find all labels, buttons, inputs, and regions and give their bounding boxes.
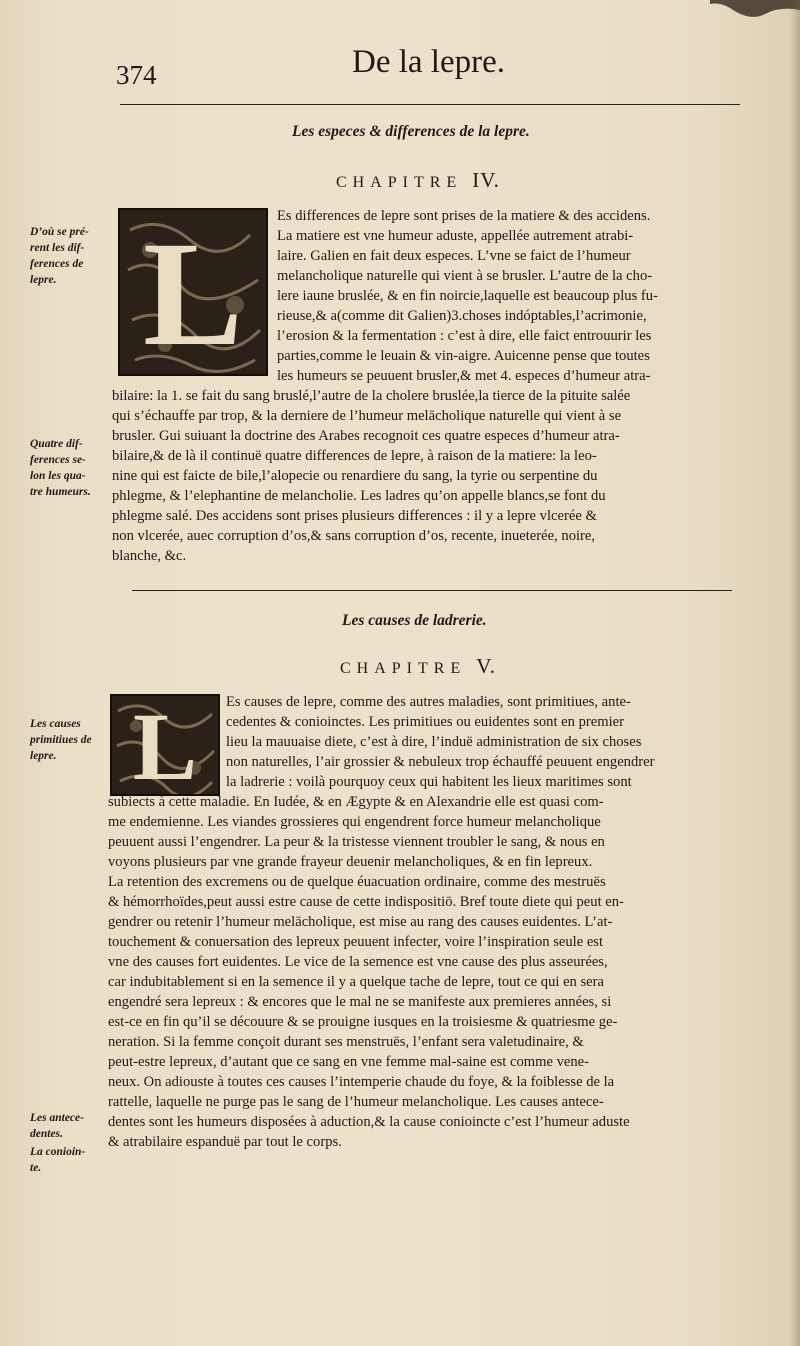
margin-note-causes-primitiues xyxy=(30,716,92,764)
body-text-chapter-iv-indent xyxy=(277,206,658,386)
margin-line: primitiues de xyxy=(30,734,92,746)
text-line: gendrer ou retenir l’humeur melācholique, est mise au rang des causes euidentes. L’at- xyxy=(108,914,613,930)
text-line: neux. On adiouste à toutes ces causes l’intemperie chaude du foye, & la foiblesse de la xyxy=(108,1074,615,1090)
text-line: Es differences de lepre sont prises de la matiere & des accidens. xyxy=(277,208,651,224)
margin-line: rent les dif- xyxy=(30,242,85,254)
text-line: est-ce en fin qu’il se découure & se prouigne iusques en la troisiesme & quatriesme ge- xyxy=(108,1014,618,1030)
text-line: dentes sont les humeurs disposées à aduction,& la cause conioincte c’est l’humeur aduste xyxy=(108,1114,630,1130)
text-line: phlegme salé. Des accidens sont prises plusieurs differences : il y a lepre vlcerée & xyxy=(112,508,597,524)
body-text-chapter-v xyxy=(108,792,630,1152)
margin-line: Les antece- xyxy=(30,1112,84,1124)
text-line: car indubitablement si en la semence il y a quelque tache de lepre, tout ce qui en sera xyxy=(108,974,604,990)
text-line: phlegme, & l’elephantine de melancholie. Les ladres qu’on appelle blancs,se font du xyxy=(112,488,606,504)
text-line: blanche, &c. xyxy=(112,548,187,564)
text-line: vne des causes fort euidentes. Le vice de la semence est vne cause des plus asseurées, xyxy=(108,954,608,970)
section-divider-rule xyxy=(132,590,732,591)
page-edge-shadow xyxy=(790,0,800,1346)
text-line: non vlcerée, auec corruption d’os,& sans corruption d’os, recente, inueterée, noire, xyxy=(112,528,596,544)
text-line: lere iaune bruslée, & en fin noircie,laquelle est beaucoup plus fu- xyxy=(277,288,658,304)
text-line: engendré sera lepreux : & encores que le mal ne se manifeste aux premieres années, si xyxy=(108,994,612,1010)
header-rule xyxy=(120,104,740,105)
margin-line: tre humeurs. xyxy=(30,486,91,498)
chapter-number: V. xyxy=(476,654,496,678)
chapter-label: CHAPITRE xyxy=(340,660,467,677)
body-text-chapter-v-indent xyxy=(226,692,654,792)
text-line: & atrabilaire espanduë par tout le corps. xyxy=(108,1134,342,1150)
text-line: me endemienne. Les viandes grossieres qui engendrent force humeur melancholique xyxy=(108,814,601,830)
body-text-chapter-iv xyxy=(112,386,630,566)
text-line: rieuse,& a(comme dit Galien)3.choses indóptables,l’acrimonie, xyxy=(277,308,647,324)
decorated-initial-l xyxy=(118,208,268,376)
text-line: la ladrerie : voilà pourquoy ceux qui habitent les lieux maritimes sont xyxy=(226,774,632,790)
text-line: brusler. Gui suiuant la doctrine des Arabes recognoit ces quatre especes d’humeur atra- xyxy=(112,428,620,444)
page-number: 374 xyxy=(116,60,157,90)
text-line: rattelle, laquelle ne purge pas le sang de l’humeur melancholique. Les causes antece- xyxy=(108,1094,604,1110)
margin-line: te. xyxy=(30,1162,42,1174)
margin-note-conioincte xyxy=(30,1144,85,1176)
section-title-especes: Les especes & differences de la lepre. xyxy=(292,123,530,140)
chapter-heading-v xyxy=(340,654,496,679)
text-line: La retention des excremens ou de quelque éuacuation ordinaire, comme des mestruës xyxy=(108,874,606,890)
chapter-label: CHAPITRE xyxy=(336,174,463,191)
margin-line: dentes. xyxy=(30,1128,63,1140)
text-line: voyons plusieurs par vne grande frayeur deuenir melancholiques, & en fin lepreux. xyxy=(108,854,593,870)
text-line: nine qui est faicte de bile,l’alopecie ou renardiere du sang, la tyrie ou serpentine du xyxy=(112,468,598,484)
margin-line: La conioin- xyxy=(30,1146,86,1158)
initial-letter: L xyxy=(132,694,198,796)
margin-line: Quatre dif- xyxy=(30,438,83,450)
margin-line: ferences de xyxy=(30,258,84,270)
running-head: De la lepre. xyxy=(352,44,505,80)
margin-line: lon les qua- xyxy=(30,470,86,482)
text-line: qui s’échauffe par trop, & la derniere de l’humeur melācholique naturelle qui vient à se xyxy=(112,408,622,424)
initial-letter: L xyxy=(142,211,244,376)
margin-note-antecedentes xyxy=(30,1110,84,1142)
page-corner-stain xyxy=(710,0,800,28)
text-line: subiects à cette maladie. En Iudée, & en Ægypte & en Alexandrie elle est quasi com- xyxy=(108,794,604,810)
text-line: lieu la mauuaise diete, c’est à dire, l’induë administration de six choses xyxy=(226,734,642,750)
text-line: les humeurs se peuuent brusler,& met 4. especes d’humeur atra- xyxy=(277,368,651,384)
text-line: cedentes & conioinctes. Les primitiues ou euidentes sont en premier xyxy=(226,714,624,730)
text-line: non naturelles, l’air grossier & nebuleux trop échauffé peuuent engendrer xyxy=(226,754,655,770)
margin-line: Les causes xyxy=(30,718,81,730)
margin-note-differences xyxy=(30,224,89,288)
margin-line: ferences se- xyxy=(30,454,86,466)
text-line: & hémorrhoïdes,peut aussi estre cause de cette indispositiō. Bref toute diete qui peut en- xyxy=(108,894,624,910)
text-line: neration. Si la femme conçoit durant ses menstruës, l’enfant sera valetudinaire, & xyxy=(108,1034,584,1050)
margin-line: lepre. xyxy=(30,750,57,762)
text-line: peuuent aussi l’engendrer. La peur & la tristesse viennent troubler le sang, & nous en xyxy=(108,834,605,850)
text-line: Es causes de lepre, comme des autres maladies, sont primitiues, ante- xyxy=(226,694,631,710)
section-title-causes: Les causes de ladrerie. xyxy=(342,612,487,629)
text-line: melancholique naturelle qui vient à se brusler. L’autre de la cho- xyxy=(277,268,653,284)
text-line: peut-estre lepreux, d’autant que ce sang en vne femme mal-saine est comme vene- xyxy=(108,1054,589,1070)
margin-note-quatre xyxy=(30,436,91,500)
text-line: l’erosion & la fermentation : c’est à dire, elle faict entrouurir les xyxy=(277,328,652,344)
margin-line: lepre. xyxy=(30,274,57,286)
text-line: laire. Galien en fait deux especes. L’vne se faict de l’humeur xyxy=(277,248,631,264)
decorated-initial-l-2 xyxy=(110,694,220,796)
text-line: La matiere est vne humeur aduste, appellée autrement atrabi- xyxy=(277,228,634,244)
chapter-heading-iv xyxy=(336,168,500,193)
text-line: bilaire: la 1. se fait du sang bruslé,l’autre de la cholere bruslée,la tierce de la pituite salée xyxy=(112,388,631,404)
text-line: touchement & conuersation des lepreux peuuent infecter, voire l’inspiration seule est xyxy=(108,934,604,950)
text-line: bilaire,& de là il continuë quatre differences de lepre, à raison de la matiere: la leo- xyxy=(112,448,597,464)
margin-line: D’où se pré- xyxy=(30,226,89,238)
chapter-number: IV. xyxy=(472,168,500,192)
text-line: parties,comme le leuain & vin-aigre. Auicenne pense que toutes xyxy=(277,348,650,364)
